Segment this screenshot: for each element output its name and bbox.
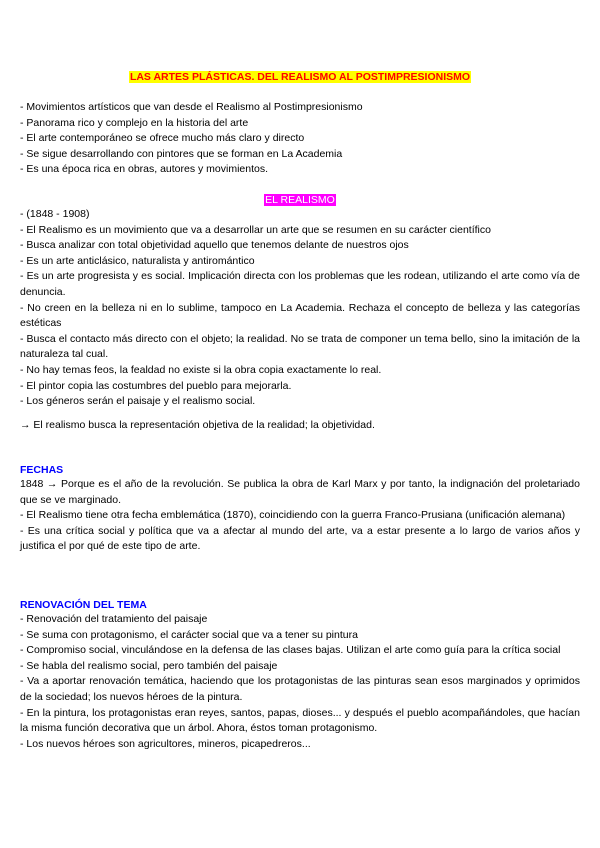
realismo-summary <box>20 418 580 434</box>
fechas-item: - Es una crítica social y política que va a afectar al mundo del arte, va a estar presente a lo largo de varios años y justifica el por qué de este tipo de arte. <box>20 524 580 553</box>
realismo-item: - Es un arte anticlásico, naturalista y antiromántico <box>20 254 255 267</box>
intro-item: - Movimientos artísticos que van desde el Realismo al Postimpresionismo <box>20 101 363 113</box>
realismo-item: - (1848 - 1908) <box>20 208 90 220</box>
renovacion-item: - Los nuevos héroes son agricultores, mineros, picapedreros... <box>20 737 311 750</box>
intro-list <box>20 100 580 178</box>
realismo-item: - Los géneros serán el paisaje y el realismo social. <box>20 395 256 408</box>
realismo-item: - Busca analizar con total objetividad aquello que tenemos delante de nuestros ojos <box>20 239 409 252</box>
realismo-item: - El Realismo es un movimiento que va a desarrollar un arte que se resumen en su carácter científico <box>20 223 491 236</box>
intro-item: - Panorama rico y complejo en la historia del arte <box>20 116 249 129</box>
fechas-list <box>20 477 580 555</box>
realismo-summary-text: → El realismo busca la representación objetiva de la realidad; la objetividad. <box>20 419 375 431</box>
realismo-item: - El pintor copia las costumbres del pueblo para mejorarla. <box>20 379 292 392</box>
realismo-item: - Es un arte progresista y es social. Implicación directa con los problemas que les rodean, utilizando el arte como vía de denuncia. <box>20 270 580 298</box>
realismo-item: - No creen en la belleza ni en lo sublime, tampoco en La Academia. Rechaza el concepto de belleza y las categorías estéticas <box>20 301 580 330</box>
realismo-list <box>20 207 580 410</box>
renovacion-item: - Se habla del realismo social, pero también del paisaje <box>20 659 278 672</box>
intro-item: - El arte contemporáneo se ofrece mucho más claro y directo <box>20 132 305 145</box>
document-title <box>0 71 600 84</box>
realismo-heading <box>0 194 600 207</box>
realismo-item: - Busca el contacto más directo con el objeto; la realidad. No se trata de componer un tema bello, sino la imitación de la naturaleza tal cual. <box>20 332 580 361</box>
intro-item: - Se sigue desarrollando con pintores que se forman en La Academia <box>20 147 343 160</box>
renovacion-heading: RENOVACIÓN DEL TEMA <box>20 599 147 611</box>
renovacion-item: - Compromiso social, vinculándose en la defensa de las clases bajas. Utilizan el arte como guía para la crítica social <box>20 644 561 657</box>
renovacion-list <box>20 612 580 752</box>
document-title-text: LAS ARTES PLÁSTICAS. DEL REALISMO AL POSTIMPRESIONISMO <box>129 71 471 83</box>
realismo-heading-text: EL REALISMO <box>265 194 335 206</box>
fechas-item: - El Realismo tiene otra fecha emblemática (1870), coincidiendo con la guerra Franco-Prusiana (unificación alemana) <box>20 509 566 522</box>
intro-item: - Es una época rica en obras, autores y movimientos. <box>20 163 269 176</box>
renovacion-item: - En la pintura, los protagonistas eran reyes, santos, papas, dioses... y después el pueblo acompañándoles, que hacían la misma función decorativa que un árbol. Ahora, éstos toman protagonismo. <box>20 706 580 735</box>
renovacion-item: - Se suma con protagonismo, el carácter social que va a tener su pintura <box>20 628 358 641</box>
fechas-heading: FECHAS <box>20 464 64 476</box>
realismo-item: - No hay temas feos, la fealdad no existe si la obra copia exactamente lo real. <box>20 363 382 376</box>
renovacion-item: - Renovación del tratamiento del paisaje <box>20 613 208 625</box>
renovacion-item: - Va a aportar renovación temática, haciendo que los protagonistas de las pinturas sean esos marginados y oprimidos de la sociedad; los nuevos héroes de la pintura. <box>20 675 580 703</box>
fechas-item: 1848 → Porque es el año de la revolución. Se publica la obra de Karl Marx y por tanto, la indignación del proletariado que se ve marginado. <box>20 478 580 506</box>
